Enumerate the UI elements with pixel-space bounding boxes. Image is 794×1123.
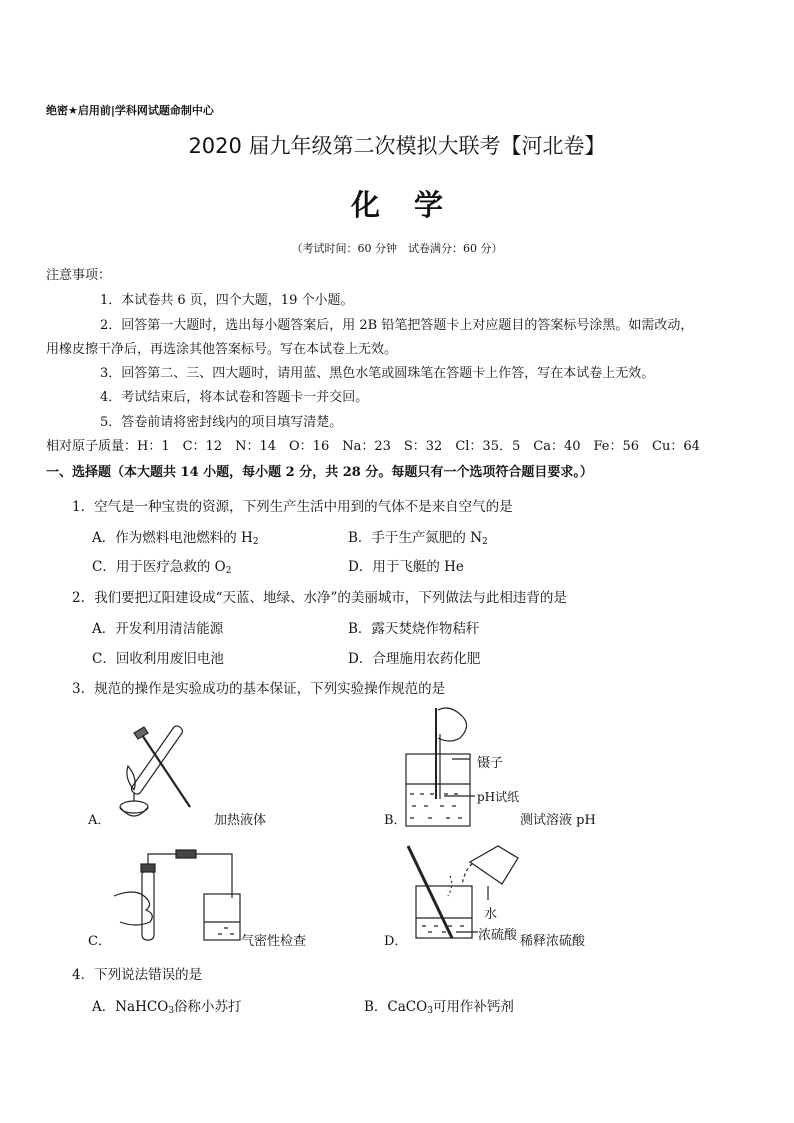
figure-airtightness-check	[112, 848, 242, 943]
note-item-5: 5．答卷前请将密封线内的项目填写清楚。	[100, 415, 343, 430]
question-4-option-a: A．NaHCO$_3$俗称小苏打	[92, 999, 242, 1016]
question-4-stem: 4．下列说法错误的是	[72, 967, 203, 983]
question-1-option-c: C．用于医疗急救的 $O_2$	[92, 559, 232, 576]
label-ph-paper: pH试纸	[477, 790, 520, 804]
exam-title: 2020 届九年级第二次模拟大联考【河北卷】	[188, 134, 606, 158]
question-3-option-a-caption: 加热液体	[214, 813, 267, 828]
question-1-option-d: D．用于飞艇的 He	[348, 559, 464, 575]
question-2-option-c: C．回收利用废旧电池	[92, 651, 224, 667]
question-3-stem: 3．规范的操作是实验成功的基本保证，下列实验操作规范的是	[72, 681, 446, 697]
question-3-option-c-letter: C．	[88, 934, 111, 949]
label-water: 水	[484, 907, 498, 922]
note-item-1: 1．本试卷共 6 页，四个大题，19 个小题。	[100, 293, 354, 308]
question-3-option-d-letter: D．	[384, 934, 408, 949]
note-item-2-line-1: 2．回答第一大题时，选出每小题答案后，用 2B 铅笔把答题卡上对应题目的答案标号涂黑。如需改动，	[100, 318, 694, 333]
figure-heating-liquid	[112, 715, 192, 825]
exam-info: （考试时间：60 分钟 试卷满分：60 分）	[291, 242, 503, 255]
label-concentrated-acid: 浓硫酸	[478, 928, 518, 943]
question-4-option-b: B．CaCO$_3$可用作补钙剂	[364, 999, 514, 1016]
question-2-option-a: A．开发利用清洁能源	[92, 621, 224, 637]
question-1-stem: 1．空气是一种宝贵的资源，下列生产生活中用到的气体不是来自空气的是	[72, 499, 513, 515]
note-item-3: 3．回答第二、三、四大题时，请用蓝、黑色水笔或圆珠笔在答题卡上作答，写在本试卷上无效。	[100, 366, 655, 381]
note-item-4: 4．考试结束后，将本试卷和答题卡一并交回。	[100, 390, 369, 405]
question-1-option-b: B．手于生产氮肥的 $N_2$	[348, 530, 488, 547]
label-tweezers: 镊子	[477, 756, 504, 771]
question-3-option-b-caption: 测试溶液 pH	[520, 813, 596, 828]
question-2-option-d: D．合理施用农药化肥	[348, 651, 481, 667]
secret-label: 绝密★启用前|学科网试题命制中心	[46, 104, 214, 117]
question-2-stem: 2．我们要把辽阳建设成“天蓝、地绿、水净”的美丽城市，下列做法与此相违背的是	[72, 590, 567, 606]
note-item-2-line-2: 用橡皮擦干净后，再选涂其他答案标号。写在本试卷上无效。	[46, 342, 398, 357]
question-1-option-a: A．作为燃料电池燃料的 $H_2$	[92, 530, 259, 547]
subject-title: 化学	[350, 188, 477, 222]
section-1-heading: 一、选择题（本大题共 14 小题，每小题 2 分，共 28 分。每题只有一个选项符合题目要求。）	[46, 465, 593, 480]
question-2-option-b: B．露天焚烧作物秸秆	[348, 621, 480, 637]
atomic-masses: 相对原子质量：H：1 C：12 N：14 O：16 Na：23 S：32 Cl：35．5 Ca：40 Fe：56 Cu：64	[46, 439, 700, 454]
question-3-option-b-letter: B．	[384, 813, 407, 828]
question-3-option-d-caption: 稀释浓硫酸	[520, 934, 586, 949]
notes-heading: 注意事项：	[46, 268, 112, 283]
question-3-option-c-caption: 气密性检查	[241, 934, 307, 949]
question-3-option-a-letter: A．	[88, 813, 111, 828]
